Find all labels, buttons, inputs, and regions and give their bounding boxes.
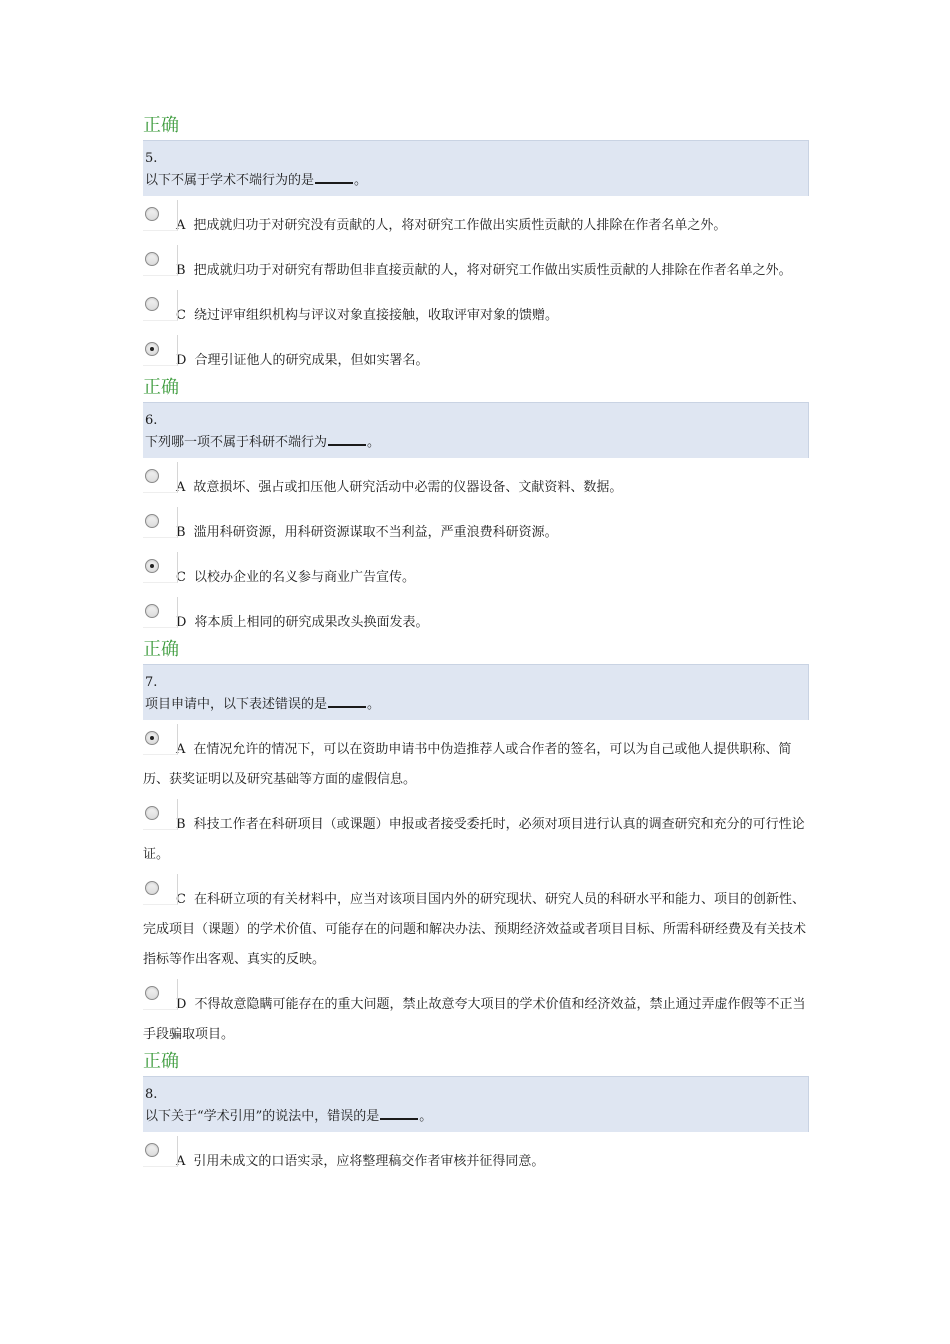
option-text: [143, 878, 809, 975]
option-b[interactable]: [143, 503, 809, 548]
option-b[interactable]: [143, 795, 809, 870]
option-letter: A: [176, 1154, 186, 1169]
answer-status-label: 正确: [143, 1051, 179, 1072]
option-a[interactable]: [143, 196, 809, 241]
option-letter: D: [176, 615, 187, 630]
radio-button[interactable]: [145, 514, 159, 528]
question-prompt-end: 。: [419, 1109, 433, 1124]
option-letter: A: [176, 218, 186, 233]
option-letter: C: [176, 570, 186, 585]
radio-cell: [143, 290, 178, 321]
question-prompt-end: 。: [354, 173, 368, 188]
radio-button[interactable]: [145, 469, 159, 483]
answer-status-label: 正确: [143, 377, 179, 398]
option-text: [143, 204, 809, 241]
radio-cell: [143, 1136, 178, 1167]
radio-button[interactable]: [145, 207, 159, 221]
option-letter: A: [176, 742, 186, 757]
radio-button-checked[interactable]: [145, 342, 159, 356]
question-block: [143, 376, 809, 638]
radio-cell: [143, 979, 178, 1010]
option-letter: C: [176, 308, 186, 323]
question-header: [143, 664, 809, 720]
answer-blank: [328, 432, 366, 446]
answer-status-label: 正确: [143, 115, 179, 136]
question-prompt-end: 。: [367, 435, 381, 450]
option-label: 科技工作者在科研项目（或课题）申报或者接受委托时，必须对项目进行认真的调查研究和充分的可行性论证。: [143, 817, 805, 862]
option-label: 在科研立项的有关材料中，应当对该项目国内外的研究现状、研究人员的科研水平和能力、项目的创新性、完成项目（课题）的学术价值、可能存在的问题和解决办法、预期经济效益或者项目目标、所需科研经费及有关技术指标等作出客观、真实的反映。: [143, 892, 807, 967]
answer-blank: [315, 170, 353, 184]
answer-status-label: 正确: [143, 639, 179, 660]
option-a[interactable]: [143, 720, 809, 795]
radio-button[interactable]: [145, 297, 159, 311]
option-label: 合理引证他人的研究成果，但如实署名。: [194, 353, 429, 368]
option-label: 滥用科研资源，用科研资源谋取不当利益，严重浪费科研资源。: [193, 525, 558, 540]
option-a[interactable]: [143, 1132, 809, 1177]
quiz-page: [143, 114, 809, 1177]
radio-button-checked[interactable]: [145, 559, 159, 573]
question-prompt: 以下关于“学术引用”的说法中，错误的是: [145, 1109, 380, 1124]
option-label: 不得故意隐瞒可能存在的重大问题，禁止故意夸大项目的学术价值和经济效益，禁止通过弄虚作假等不正当手段骗取项目。: [143, 997, 806, 1042]
radio-button[interactable]: [145, 604, 159, 618]
option-text: [143, 556, 809, 593]
radio-cell: [143, 245, 178, 276]
question-block: [143, 638, 809, 1050]
option-label: 在情况允许的情况下，可以在资助申请书中伪造推荐人或合作者的签名，可以为自己或他人提供职称、简历、获奖证明以及研究基础等方面的虚假信息。: [143, 742, 792, 787]
question-header: [143, 140, 809, 196]
radio-cell: [143, 597, 178, 628]
question-number: 5.: [145, 151, 158, 166]
option-b[interactable]: [143, 241, 809, 286]
option-text: [143, 601, 809, 638]
option-text: [143, 728, 809, 795]
option-label: 把成就归功于对研究有帮助但非直接贡献的人，将对研究工作做出实质性贡献的人排除在作者名单之外。: [193, 263, 792, 278]
option-letter: B: [176, 817, 186, 832]
answer-blank: [380, 1106, 418, 1120]
option-label: 绕过评审组织机构与评议对象直接接触，收取评审对象的馈赠。: [193, 308, 558, 323]
radio-cell: [143, 462, 178, 493]
question-prompt-end: 。: [367, 697, 381, 712]
option-label: 故意损坏、强占或扣压他人研究活动中必需的仪器设备、文献资料、数据。: [193, 480, 623, 495]
radio-cell: [143, 200, 178, 231]
question-block: [143, 114, 809, 376]
radio-cell: [143, 335, 178, 366]
question-prompt: 项目申请中，以下表述错误的是: [145, 697, 328, 712]
option-d[interactable]: [143, 975, 809, 1050]
option-label: 把成就归功于对研究没有贡献的人，将对研究工作做出实质性贡献的人排除在作者名单之外。: [193, 218, 727, 233]
question-number: 7.: [145, 675, 158, 690]
option-c[interactable]: [143, 548, 809, 593]
question-prompt: 以下不属于学术不端行为的是: [145, 173, 315, 188]
answer-blank: [328, 694, 366, 708]
option-label: 引用未成文的口语实录，应将整理稿交作者审核并征得同意。: [193, 1154, 545, 1169]
option-label: 以校办企业的名义参与商业广告宣传。: [193, 570, 415, 585]
radio-cell: [143, 724, 178, 755]
option-a[interactable]: [143, 458, 809, 503]
option-letter: D: [176, 353, 187, 368]
radio-button[interactable]: [145, 252, 159, 266]
question-header: [143, 1076, 809, 1132]
radio-cell: [143, 507, 178, 538]
option-letter: C: [176, 892, 186, 907]
question-prompt: 下列哪一项不属于科研不端行为: [145, 435, 328, 450]
option-text: [143, 339, 809, 376]
radio-button[interactable]: [145, 806, 159, 820]
option-c[interactable]: [143, 870, 809, 975]
radio-button[interactable]: [145, 1143, 159, 1157]
option-d[interactable]: [143, 331, 809, 376]
option-text: [143, 466, 809, 503]
radio-cell: [143, 874, 178, 905]
option-letter: D: [176, 997, 187, 1012]
option-text: [143, 1140, 809, 1177]
option-c[interactable]: [143, 286, 809, 331]
radio-cell: [143, 799, 178, 830]
question-number: 8.: [145, 1087, 158, 1102]
option-text: [143, 983, 809, 1050]
option-text: [143, 294, 809, 331]
option-letter: B: [176, 525, 186, 540]
option-label: 将本质上相同的研究成果改头换面发表。: [194, 615, 429, 630]
option-text: [143, 511, 809, 548]
radio-cell: [143, 552, 178, 583]
question-number: 6.: [145, 413, 158, 428]
radio-button[interactable]: [145, 881, 159, 895]
option-letter: B: [176, 263, 186, 278]
option-letter: A: [176, 480, 186, 495]
radio-button-checked[interactable]: [145, 731, 159, 745]
option-text: [143, 249, 809, 286]
question-block: [143, 1050, 809, 1177]
question-header: [143, 402, 809, 458]
option-text: [143, 803, 809, 870]
radio-button[interactable]: [145, 986, 159, 1000]
option-d[interactable]: [143, 593, 809, 638]
